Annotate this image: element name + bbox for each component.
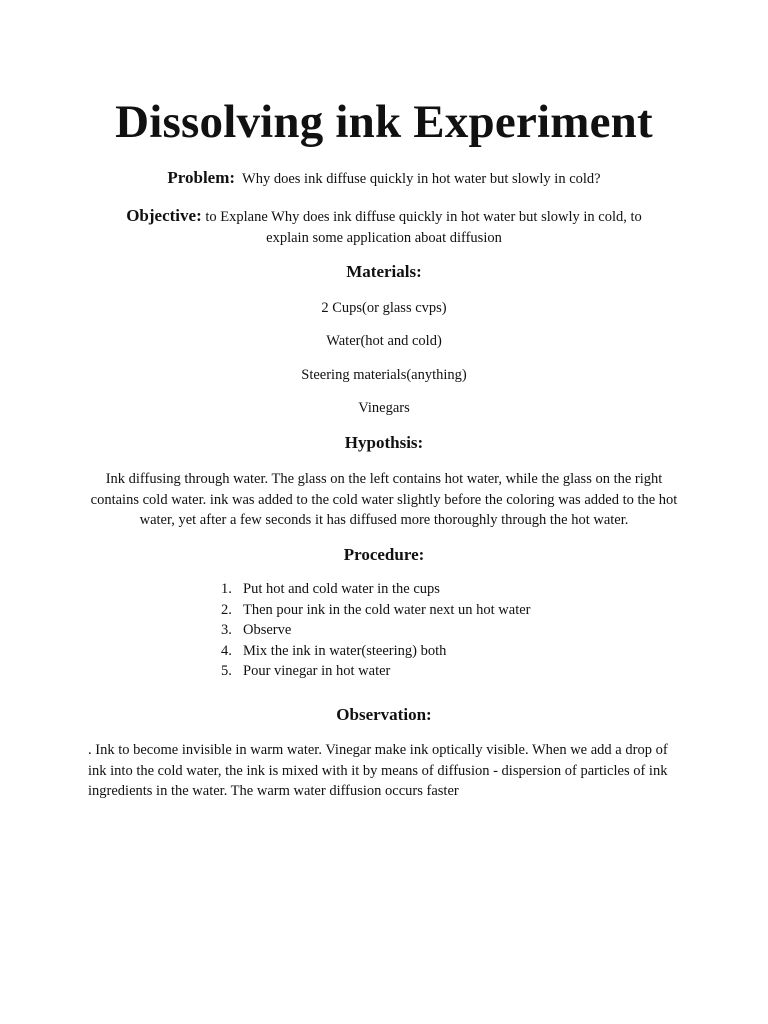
step-text: Put hot and cold water in the cups xyxy=(243,581,440,597)
observation-heading: Observation: xyxy=(336,705,432,724)
procedure-list xyxy=(212,579,531,682)
material-item: 2 Cups(or glass cvps) xyxy=(321,300,447,316)
problem-line xyxy=(0,168,768,189)
step-text: Then pour ink in the cold water next un hot water xyxy=(243,601,531,618)
material-item: Steering materials(anything) xyxy=(301,367,467,383)
step-text: Mix the ink in water(steering) both xyxy=(243,642,447,659)
procedure-step xyxy=(212,620,531,641)
step-text: Observe xyxy=(243,622,292,638)
procedure-step xyxy=(212,641,531,662)
procedure-heading: Procedure: xyxy=(343,545,425,564)
step-text: Pour vinegar in hot water xyxy=(243,663,391,679)
procedure-step xyxy=(212,600,531,621)
hypothesis-text: Ink diffusing through water. The glass on the left contains hot water, while the glass on the right contains cold water. ink was added to the cold water slightly before the coloring was added to the hot water, yet after a few seconds it has diffused more thoroughly through the hot water. xyxy=(90,471,678,528)
page-title: Dissolving ink Experiment xyxy=(115,96,653,148)
problem-text: Why does ink diffuse quickly in hot water but slowly in cold? xyxy=(242,171,601,187)
step-number: 2. xyxy=(221,601,232,618)
step-number: 4. xyxy=(221,642,232,659)
objective-label: Objective: xyxy=(126,206,202,225)
procedure-step xyxy=(212,579,531,600)
objective-line-1 xyxy=(0,206,768,227)
step-number: 1. xyxy=(221,581,232,597)
observation-text: . Ink to become invisible in warm water. Vinegar make ink optically visible. When we add a drop of ink into the cold water, the ink is mixed with it by means of diffusion - dispersion of particles of ink ingredients in the water. The warm water diffusion occurs faster xyxy=(88,742,668,799)
hypothesis-heading: Hypothsis: xyxy=(344,433,424,452)
procedure-step xyxy=(212,661,531,682)
step-number: 5. xyxy=(221,663,232,679)
material-item: Vinegars xyxy=(358,400,410,416)
objective-text-1: to Explane Why does ink diffuse quickly in hot water but slowly in cold, to xyxy=(205,209,642,225)
materials-heading: Materials: xyxy=(346,262,422,281)
step-number: 3. xyxy=(221,622,232,638)
objective-text-2: explain some application aboat diffusion xyxy=(266,230,502,246)
problem-label: Problem: xyxy=(167,168,236,187)
objective-line-2 xyxy=(0,228,768,248)
material-item: Water(hot and cold) xyxy=(326,333,442,349)
